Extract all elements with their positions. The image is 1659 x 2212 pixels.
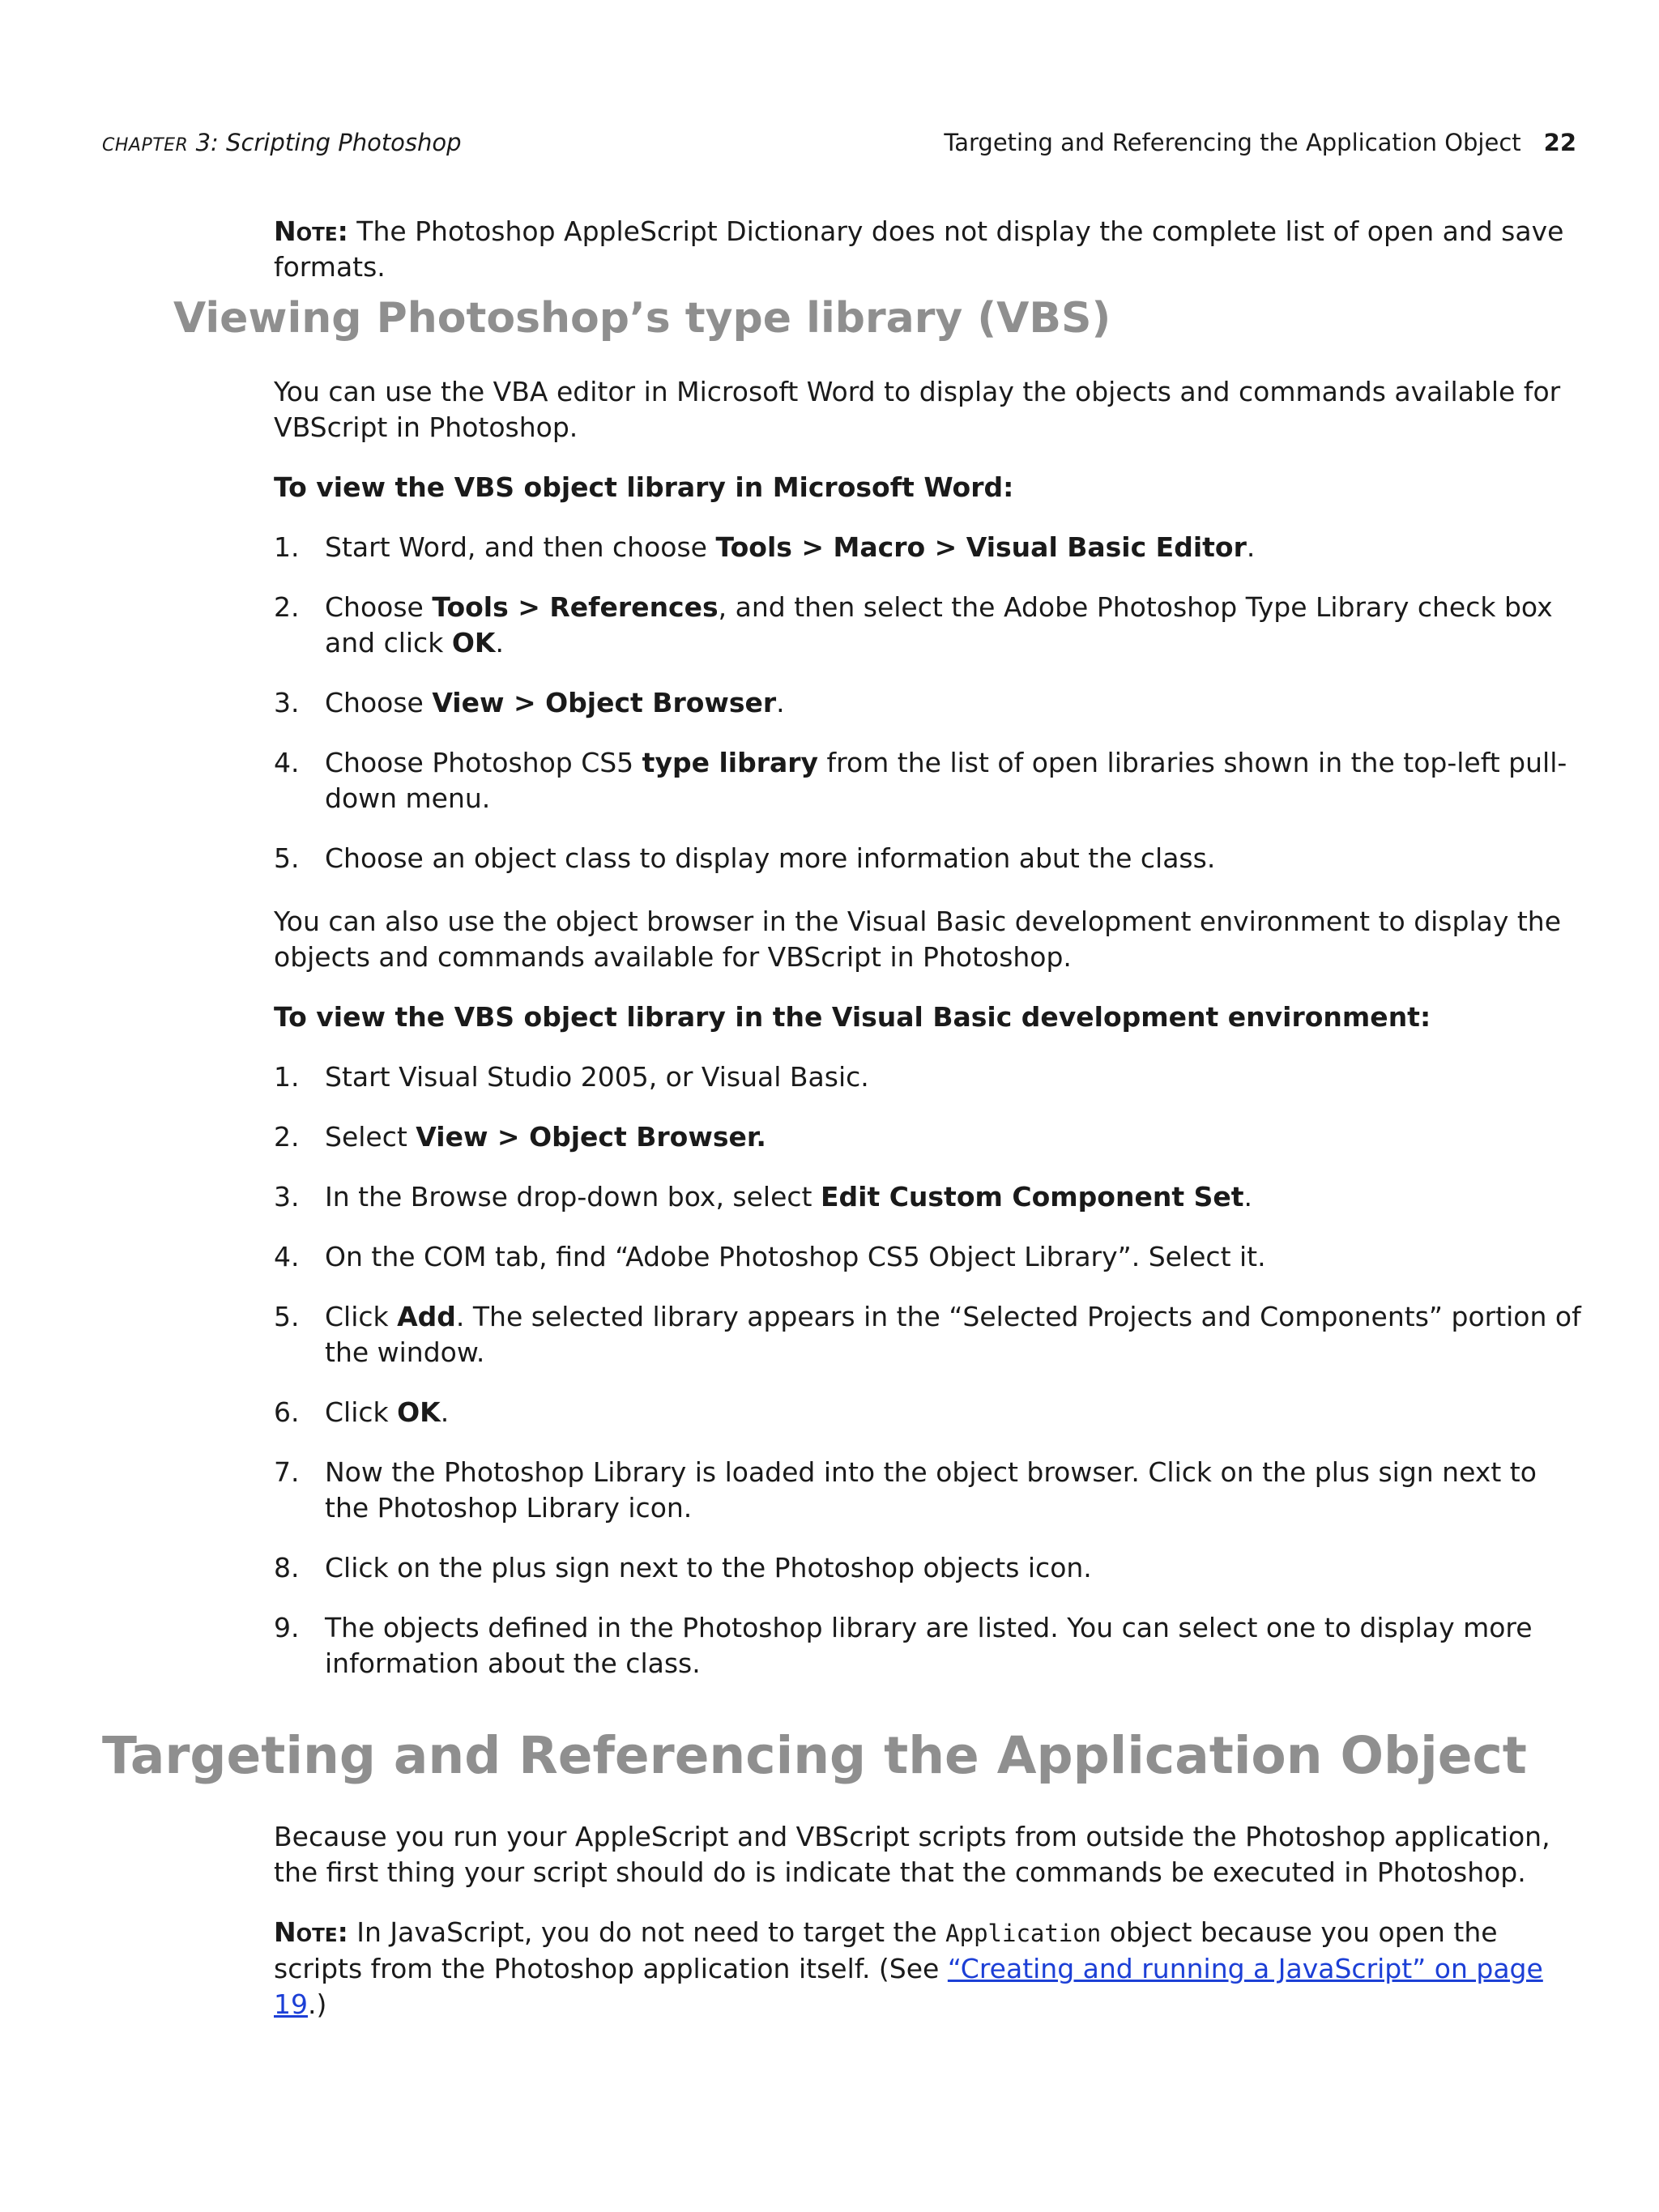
- list-item: 8. Click on the plus sign next to the Photoshop objects icon.: [274, 1552, 1092, 1583]
- chapter-title: Scripting Photoshop: [226, 129, 462, 156]
- procedure-title-word: To view the VBS object library in Microsoft Word:: [274, 471, 1014, 503]
- list-item: 2. Select View > Object Browser.: [274, 1121, 766, 1153]
- note-text: The Photoshop AppleScript Dictionary does not display the complete list of open and save formats.: [274, 215, 1564, 283]
- list-item: 1. Start Visual Studio 2005, or Visual Basic.: [274, 1061, 869, 1093]
- vbs-intro-paragraph: You can use the VBA editor in Microsoft Word to display the objects and commands available for VBScript in Photoshop.: [274, 376, 1561, 443]
- section-heading-application-object: Targeting and Referencing the Application Object: [102, 1726, 1527, 1785]
- running-head-section: [944, 128, 1576, 157]
- running-head-chapter: [102, 128, 462, 160]
- chapter-label: CHAPTER: [102, 135, 189, 156]
- note-paragraph: [274, 214, 1586, 285]
- note-paragraph-2: Note: In JavaScript, you do not need to target the Application object because you open the scripts from the Photoshop application itself. (See “Creating and running a JavaScript” on page 19.): [274, 1916, 1543, 2020]
- app-intro-paragraph: Because you run your AppleScript and VBScript scripts from outside the Photoshop application, the first thing your script should do is indicate that the commands be executed in Photoshop.: [274, 1821, 1550, 1888]
- procedure-steps-word: [274, 530, 1586, 876]
- list-item: 6. Click OK.: [274, 1396, 450, 1428]
- list-item: 3. Choose View > Object Browser.: [274, 687, 785, 718]
- vbs-middle-paragraph: You can also use the object browser in the Visual Basic development environment to display the objects and commands available for VBScript in Photoshop.: [274, 906, 1562, 973]
- list-item: 2. Choose Tools > References, and then select the Adobe Photoshop Type Library check box and click OK.: [274, 591, 1553, 658]
- section-heading-vbs: Viewing Photoshop’s type library (VBS): [173, 294, 1111, 343]
- cross-reference-link[interactable]: “Creating and running a JavaScript” on page 19: [274, 1953, 1543, 2020]
- code-application: Application: [945, 1920, 1102, 1947]
- chapter-number: 3:: [195, 129, 219, 156]
- procedure-title-vb-env: To view the VBS object library in the Visual Basic development environment:: [274, 1001, 1431, 1033]
- list-item: 5. Choose an object class to display more information abut the class.: [274, 842, 1216, 874]
- page-number: 22: [1543, 129, 1576, 156]
- list-item: 9. The objects defined in the Photoshop library are listed. You can select one to display more information about the class.: [274, 1612, 1533, 1679]
- note-label: Note:: [274, 1916, 348, 1948]
- procedure-steps-vb-env: [274, 1059, 1586, 1681]
- list-item: 1. Start Word, and then choose Tools > Macro > Visual Basic Editor.: [274, 531, 1256, 563]
- note-label: Note:: [274, 215, 348, 247]
- list-item: 3. In the Browse drop-down box, select Edit Custom Component Set.: [274, 1181, 1253, 1213]
- list-item: 4. Choose Photoshop CS5 type library from the list of open libraries shown in the top-left pull-down menu.: [274, 747, 1567, 814]
- list-item: 7. Now the Photoshop Library is loaded into the object browser. Click on the plus sign next to the Photoshop Library icon.: [274, 1456, 1537, 1524]
- list-item: 4. On the COM tab, find “Adobe Photoshop CS5 Object Library”. Select it.: [274, 1241, 1266, 1272]
- header-section-title: Targeting and Referencing the Application Object: [944, 129, 1521, 156]
- list-item: 5. Click Add. The selected library appears in the “Selected Projects and Components” portion of the window.: [274, 1301, 1581, 1368]
